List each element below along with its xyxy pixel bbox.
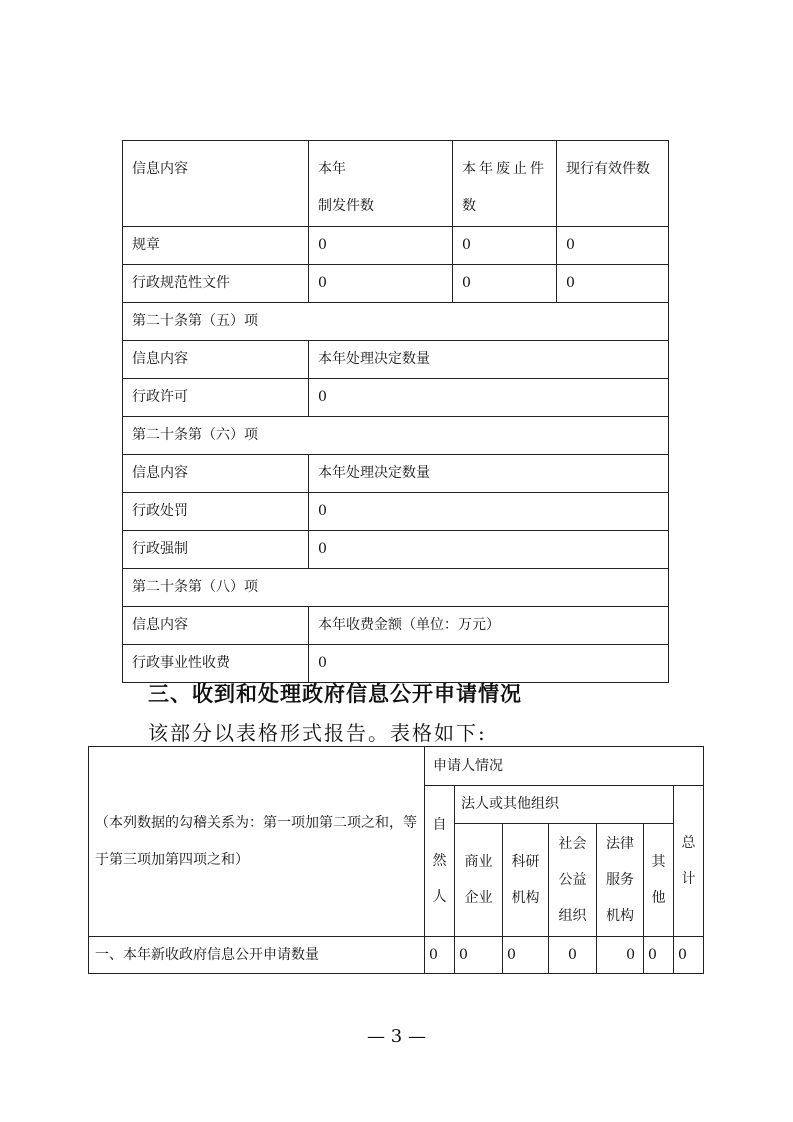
cell-value: 0 — [309, 379, 669, 417]
table-row — [123, 379, 669, 417]
row-label: 行政许可 — [123, 379, 309, 417]
section-title: 第二十条第（六）项 — [123, 417, 669, 455]
row-label: 一、本年新收政府信息公开申请数量 — [89, 937, 425, 974]
cell-value: 0 — [309, 531, 669, 569]
section-header-row — [123, 455, 669, 493]
table-header-row — [123, 141, 669, 227]
header-cell: 信息内容 — [123, 455, 309, 493]
header-cell: 本年处理决定数量 — [309, 341, 669, 379]
table-row — [123, 531, 669, 569]
cell-value: 0 — [557, 265, 669, 303]
section-title: 第二十条第（五）项 — [123, 303, 669, 341]
cell-value: 0 — [309, 645, 669, 683]
header-cell: 本年 制发件数 — [309, 141, 453, 227]
header-cell: 本年收费金额（单位：万元） — [309, 607, 669, 645]
table-row — [123, 265, 669, 303]
relation-note: （本列数据的勾稽关系为：第一项加第二项之和，等于第三项加第四项之和） — [95, 814, 417, 868]
cell-value: 0 — [455, 937, 503, 974]
section-header-row — [123, 607, 669, 645]
row-label: 行政规范性文件 — [123, 265, 309, 303]
row-label: 规章 — [123, 227, 309, 265]
section-title: 第二十条第（八）项 — [123, 569, 669, 607]
cell-value: 0 — [557, 227, 669, 265]
cell-value: 0 — [549, 937, 597, 974]
org-col-public-welfare: 社会 公益 组织 — [549, 824, 597, 937]
application-table — [88, 746, 704, 974]
row-label: 行政强制 — [123, 531, 309, 569]
cell-value: 0 — [503, 937, 549, 974]
section-title-row — [123, 569, 669, 607]
applicant-header: 申请人情况 — [425, 747, 704, 786]
cell-value: 0 — [453, 265, 557, 303]
header-cell: 本年废止件 数 — [453, 141, 557, 227]
org-col-research: 科研 机构 — [503, 824, 549, 937]
org-col-legal-service: 法律 服务 机构 — [597, 824, 644, 937]
cell-value: 0 — [597, 937, 644, 974]
table-row — [123, 493, 669, 531]
table-row — [123, 645, 669, 683]
intro-paragraph: 该部分以表格形式报告。表格如下: — [148, 721, 487, 745]
org-col-business: 商业 企业 — [455, 824, 503, 937]
legal-org-header: 法人或其他组织 — [455, 786, 674, 824]
cell-value: 0 — [674, 937, 704, 974]
org-col-other: 其 他 — [644, 824, 674, 937]
section-heading: 三、收到和处理政府信息公开申请情况 — [148, 682, 522, 706]
header-cell: 信息内容 — [123, 341, 309, 379]
page-number: — 3 — — [367, 1026, 426, 1047]
cell-value: 0 — [309, 265, 453, 303]
header-cell: 现行有效件数 — [557, 141, 669, 227]
header-cell: 信息内容 — [123, 607, 309, 645]
cell-value: 0 — [309, 493, 669, 531]
note-cell — [89, 747, 425, 937]
regulation-table — [122, 140, 669, 683]
section-header-row — [123, 341, 669, 379]
cell-value: 0 — [309, 227, 453, 265]
header-cell: 信息内容 — [123, 141, 309, 227]
table-row — [123, 227, 669, 265]
table-row — [89, 937, 704, 974]
applicant-header-row — [89, 747, 704, 786]
row-label: 行政处罚 — [123, 493, 309, 531]
cell-value: 0 — [453, 227, 557, 265]
row-label: 行政事业性收费 — [123, 645, 309, 683]
total-header: 总 计 — [674, 786, 704, 937]
section-title-row — [123, 417, 669, 455]
cell-value: 0 — [644, 937, 674, 974]
header-cell: 本年处理决定数量 — [309, 455, 669, 493]
section-title-row — [123, 303, 669, 341]
cell-value: 0 — [425, 937, 455, 974]
natural-person-header: 自 然 人 — [425, 786, 455, 937]
